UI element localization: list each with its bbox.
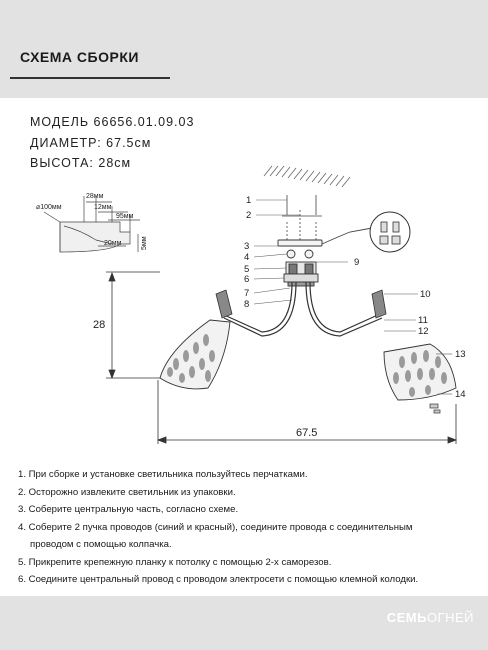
instruction-4-cont: проводом с помощью колпачка. <box>30 539 172 550</box>
height-label: ВЫСОТА: 28см <box>30 156 132 170</box>
callout-7: 7 <box>244 288 250 299</box>
callout-9: 9 <box>354 257 360 268</box>
detail-28: 28мм <box>86 193 104 200</box>
detail-12: 12мм <box>94 204 112 211</box>
model-label: МОДЕЛЬ 66656.01.09.03 <box>30 115 195 129</box>
diameter-label: ДИАМЕТР: 67.5см <box>30 136 152 150</box>
brand-bold: СЕМЬ <box>386 610 427 625</box>
left-shade <box>160 320 230 389</box>
callout-6: 6 <box>244 274 250 285</box>
callout-12: 12 <box>418 326 429 337</box>
detail-5: 5мм <box>141 236 148 250</box>
right-shade <box>384 344 456 400</box>
detail-diameter: ⌀100мм <box>36 204 62 211</box>
brand-logo <box>387 610 474 625</box>
title-underline <box>10 77 170 79</box>
callout-8: 8 <box>244 299 250 310</box>
left-lamp-holder <box>216 290 232 318</box>
callout-11: 11 <box>418 315 428 326</box>
callout-13: 13 <box>455 349 466 360</box>
dimension-width: 67.5 <box>296 427 318 439</box>
detail-20: 20мм <box>104 240 122 247</box>
right-lamp-holder <box>372 290 386 318</box>
instruction-1: 1. При сборке и установке светильника пользуйтесь перчатками. <box>18 469 308 480</box>
callout-14: 14 <box>455 389 466 400</box>
wire-detail-circle <box>370 212 410 252</box>
instruction-4: 4. Соберите 2 пучка проводов (синий и красный), соедините провода с соединительным <box>18 521 413 533</box>
instruction-5: 5. Прикрепите крепежную планку к потолку с помощью 2-х саморезов. <box>18 556 332 568</box>
ceiling-hatch <box>264 166 350 187</box>
callout-5: 5 <box>244 264 250 275</box>
instruction-3: 3. Соберите центральную часть, согласно схеме. <box>18 504 239 515</box>
assembly-diagram <box>0 160 488 460</box>
callout-1: 1 <box>246 195 252 206</box>
mounting-screws <box>282 195 322 244</box>
instruction-2: 2. Осторожно извлеките светильник из упаковки. <box>18 486 236 498</box>
callout-2: 2 <box>246 210 252 221</box>
page-title: СХЕМА СБОРКИ <box>20 49 139 65</box>
mounting-bracket <box>278 240 322 286</box>
callout-3: 3 <box>244 241 250 252</box>
detail-95: 95мм <box>116 213 134 220</box>
callout-4: 4 <box>244 252 250 263</box>
dimension-height: 28 <box>93 319 106 331</box>
brand-light: ОГНЕЙ <box>426 610 474 625</box>
bulb-part <box>430 404 440 413</box>
instructions-list <box>0 466 488 589</box>
instruction-6: 6. Соедините центральный провод с проводом электросети с помощью клемной колодки. <box>18 574 419 585</box>
callout-10: 10 <box>420 289 431 300</box>
